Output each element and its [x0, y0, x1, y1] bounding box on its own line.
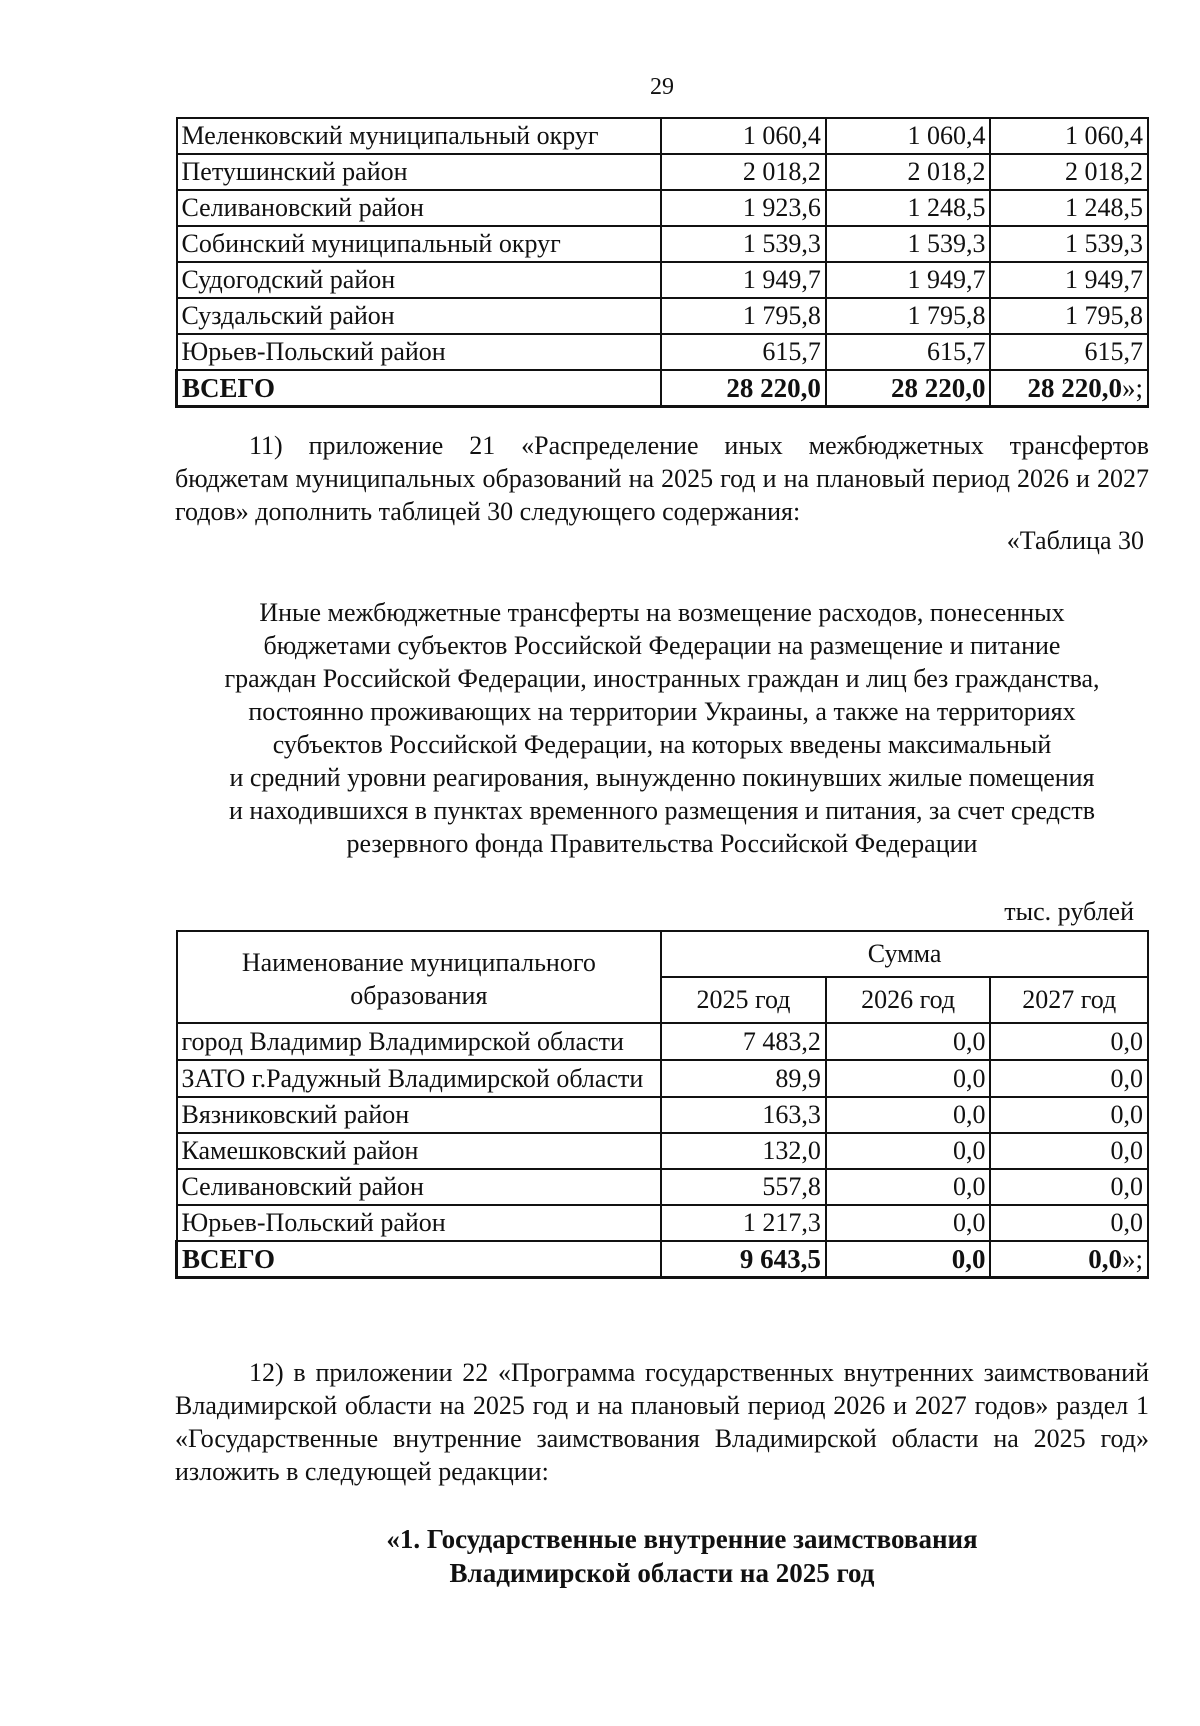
table-row — [177, 226, 1149, 262]
municipality-name: Юрьев-Польский район — [177, 334, 662, 370]
value-2025: 132,0 — [661, 1133, 826, 1169]
paragraph-12-text: 12) в приложении 22 «Программа государственных внутренних заимствований Владимирской области на 2025 год и на плановый период 2026 и 2027 годов» раздел 1 «Государственные внутренние заимствования Владимирской области на 2025 год» изложить в следующей редакции: — [175, 1358, 1149, 1486]
heading-line: резервного фонда Правительства Российской Федерации — [346, 829, 978, 858]
table-row — [177, 334, 1149, 370]
value-2026: 0,0 — [826, 1169, 991, 1205]
total-row — [177, 1241, 1149, 1278]
table-row — [177, 118, 1149, 154]
value-2025: 1 217,3 — [661, 1205, 826, 1241]
page-number: 29 — [650, 74, 674, 100]
total-2027 — [990, 370, 1148, 407]
municipality-name: Собинский муниципальный округ — [177, 226, 662, 262]
value-2026: 1 060,4 — [826, 118, 991, 154]
allocation-table-continued — [175, 117, 1149, 408]
value-2025: 163,3 — [661, 1097, 826, 1133]
table-row — [177, 1205, 1149, 1241]
municipality-name: Селивановский район — [177, 190, 662, 226]
municipality-name: Меленковский муниципальный округ — [177, 118, 662, 154]
table-row — [177, 262, 1149, 298]
header-year-2025: 2025 год — [661, 977, 826, 1023]
value-2027: 1 539,3 — [990, 226, 1148, 262]
total-label: ВСЕГО — [177, 1241, 662, 1278]
table-row — [177, 1133, 1149, 1169]
value-2027: 1 795,8 — [990, 298, 1148, 334]
value-2025: 1 060,4 — [661, 118, 826, 154]
header-year-2027: 2027 год — [990, 977, 1148, 1023]
municipality-name: Петушинский район — [177, 154, 662, 190]
total-2025: 9 643,5 — [661, 1241, 826, 1278]
table-row — [177, 1060, 1149, 1097]
value-2026: 1 248,5 — [826, 190, 991, 226]
value-2026: 0,0 — [826, 1205, 991, 1241]
municipality-name: Суздальский район — [177, 298, 662, 334]
paragraph-11-text: 11) приложение 21 «Распределение иных межбюджетных трансфертов бюджетам муниципальных образований на 2025 год и на плановый период 2026 и 2027 годов» дополнить таблицей 30 следующего содержания: — [175, 431, 1149, 526]
section-title-line: «1. Государственные внутренние заимствования — [386, 1524, 978, 1554]
total-row — [177, 370, 1149, 407]
total-2027 — [990, 1241, 1148, 1278]
heading-line: и находившихся в пунктах временного размещения и питания, за счет средств — [229, 796, 1095, 825]
total-2026: 0,0 — [826, 1241, 991, 1278]
units-label: тыс. рублей — [1004, 897, 1134, 926]
closing-quote: »; — [1121, 1244, 1143, 1274]
table-row — [177, 1097, 1149, 1133]
municipality-name: город Владимир Владимирской области — [177, 1023, 662, 1060]
value-2025: 1 539,3 — [661, 226, 826, 262]
municipality-name: Юрьев-Польский район — [177, 1205, 662, 1241]
header-sum: Сумма — [661, 931, 1148, 977]
table-row — [177, 190, 1149, 226]
municipality-name: ЗАТО г.Радужный Владимирской области — [177, 1060, 662, 1097]
total-2027-value: 28 220,0 — [1027, 373, 1122, 403]
value-2027: 0,0 — [990, 1023, 1148, 1060]
section-title — [175, 1522, 1149, 1590]
heading-line: бюджетами субъектов Российской Федерации на размещение и питание — [263, 631, 1061, 660]
value-2027: 0,0 — [990, 1060, 1148, 1097]
value-2027: 2 018,2 — [990, 154, 1148, 190]
value-2026: 2 018,2 — [826, 154, 991, 190]
table-row — [177, 1169, 1149, 1205]
table-row — [177, 1023, 1149, 1060]
table-row — [177, 298, 1149, 334]
paragraph-11 — [175, 429, 1149, 528]
value-2027: 0,0 — [990, 1133, 1148, 1169]
total-2026: 28 220,0 — [826, 370, 991, 407]
value-2027: 1 248,5 — [990, 190, 1148, 226]
value-2026: 0,0 — [826, 1060, 991, 1097]
value-2027: 1 949,7 — [990, 262, 1148, 298]
value-2027: 0,0 — [990, 1205, 1148, 1241]
heading-line: субъектов Российской Федерации, на которых введены максимальный — [272, 730, 1052, 759]
heading-line: и средний уровни реагирования, вынужденно покинувших жилые помещения — [229, 763, 1095, 792]
paragraph-12 — [175, 1356, 1149, 1488]
value-2025: 2 018,2 — [661, 154, 826, 190]
value-2025: 615,7 — [661, 334, 826, 370]
value-2025: 89,9 — [661, 1060, 826, 1097]
value-2026: 0,0 — [826, 1097, 991, 1133]
total-label: ВСЕГО — [177, 370, 662, 407]
header-municipality: Наименование муниципального образования — [177, 931, 662, 1023]
total-2027-value: 0,0 — [1088, 1244, 1122, 1274]
municipality-name: Судогодский район — [177, 262, 662, 298]
heading-line: постоянно проживающих на территории Украины, а также на территориях — [248, 697, 1076, 726]
table-30-heading — [175, 596, 1149, 860]
value-2027: 615,7 — [990, 334, 1148, 370]
value-2025: 1 795,8 — [661, 298, 826, 334]
value-2026: 0,0 — [826, 1023, 991, 1060]
header-year-2026: 2026 год — [826, 977, 991, 1023]
heading-line: граждан Российской Федерации, иностранных граждан и лиц без гражданства, — [224, 664, 1100, 693]
section-title-line: Владимирской области на 2025 год — [449, 1558, 875, 1588]
municipality-name: Камешковский район — [177, 1133, 662, 1169]
value-2025: 557,8 — [661, 1169, 826, 1205]
header-row — [177, 931, 1149, 977]
value-2027: 1 060,4 — [990, 118, 1148, 154]
value-2026: 1 539,3 — [826, 226, 991, 262]
heading-line: Иные межбюджетные трансферты на возмещение расходов, понесенных — [259, 598, 1065, 627]
table-30 — [175, 930, 1149, 1279]
value-2027: 0,0 — [990, 1169, 1148, 1205]
value-2025: 7 483,2 — [661, 1023, 826, 1060]
municipality-name: Вязниковский район — [177, 1097, 662, 1133]
value-2025: 1 949,7 — [661, 262, 826, 298]
closing-quote: »; — [1121, 373, 1143, 403]
value-2026: 615,7 — [826, 334, 991, 370]
value-2026: 1 949,7 — [826, 262, 991, 298]
municipality-name: Селивановский район — [177, 1169, 662, 1205]
table-30-label: «Таблица 30 — [1006, 526, 1144, 555]
table-row — [177, 154, 1149, 190]
value-2025: 1 923,6 — [661, 190, 826, 226]
total-2025: 28 220,0 — [661, 370, 826, 407]
value-2026: 1 795,8 — [826, 298, 991, 334]
value-2027: 0,0 — [990, 1097, 1148, 1133]
value-2026: 0,0 — [826, 1133, 991, 1169]
